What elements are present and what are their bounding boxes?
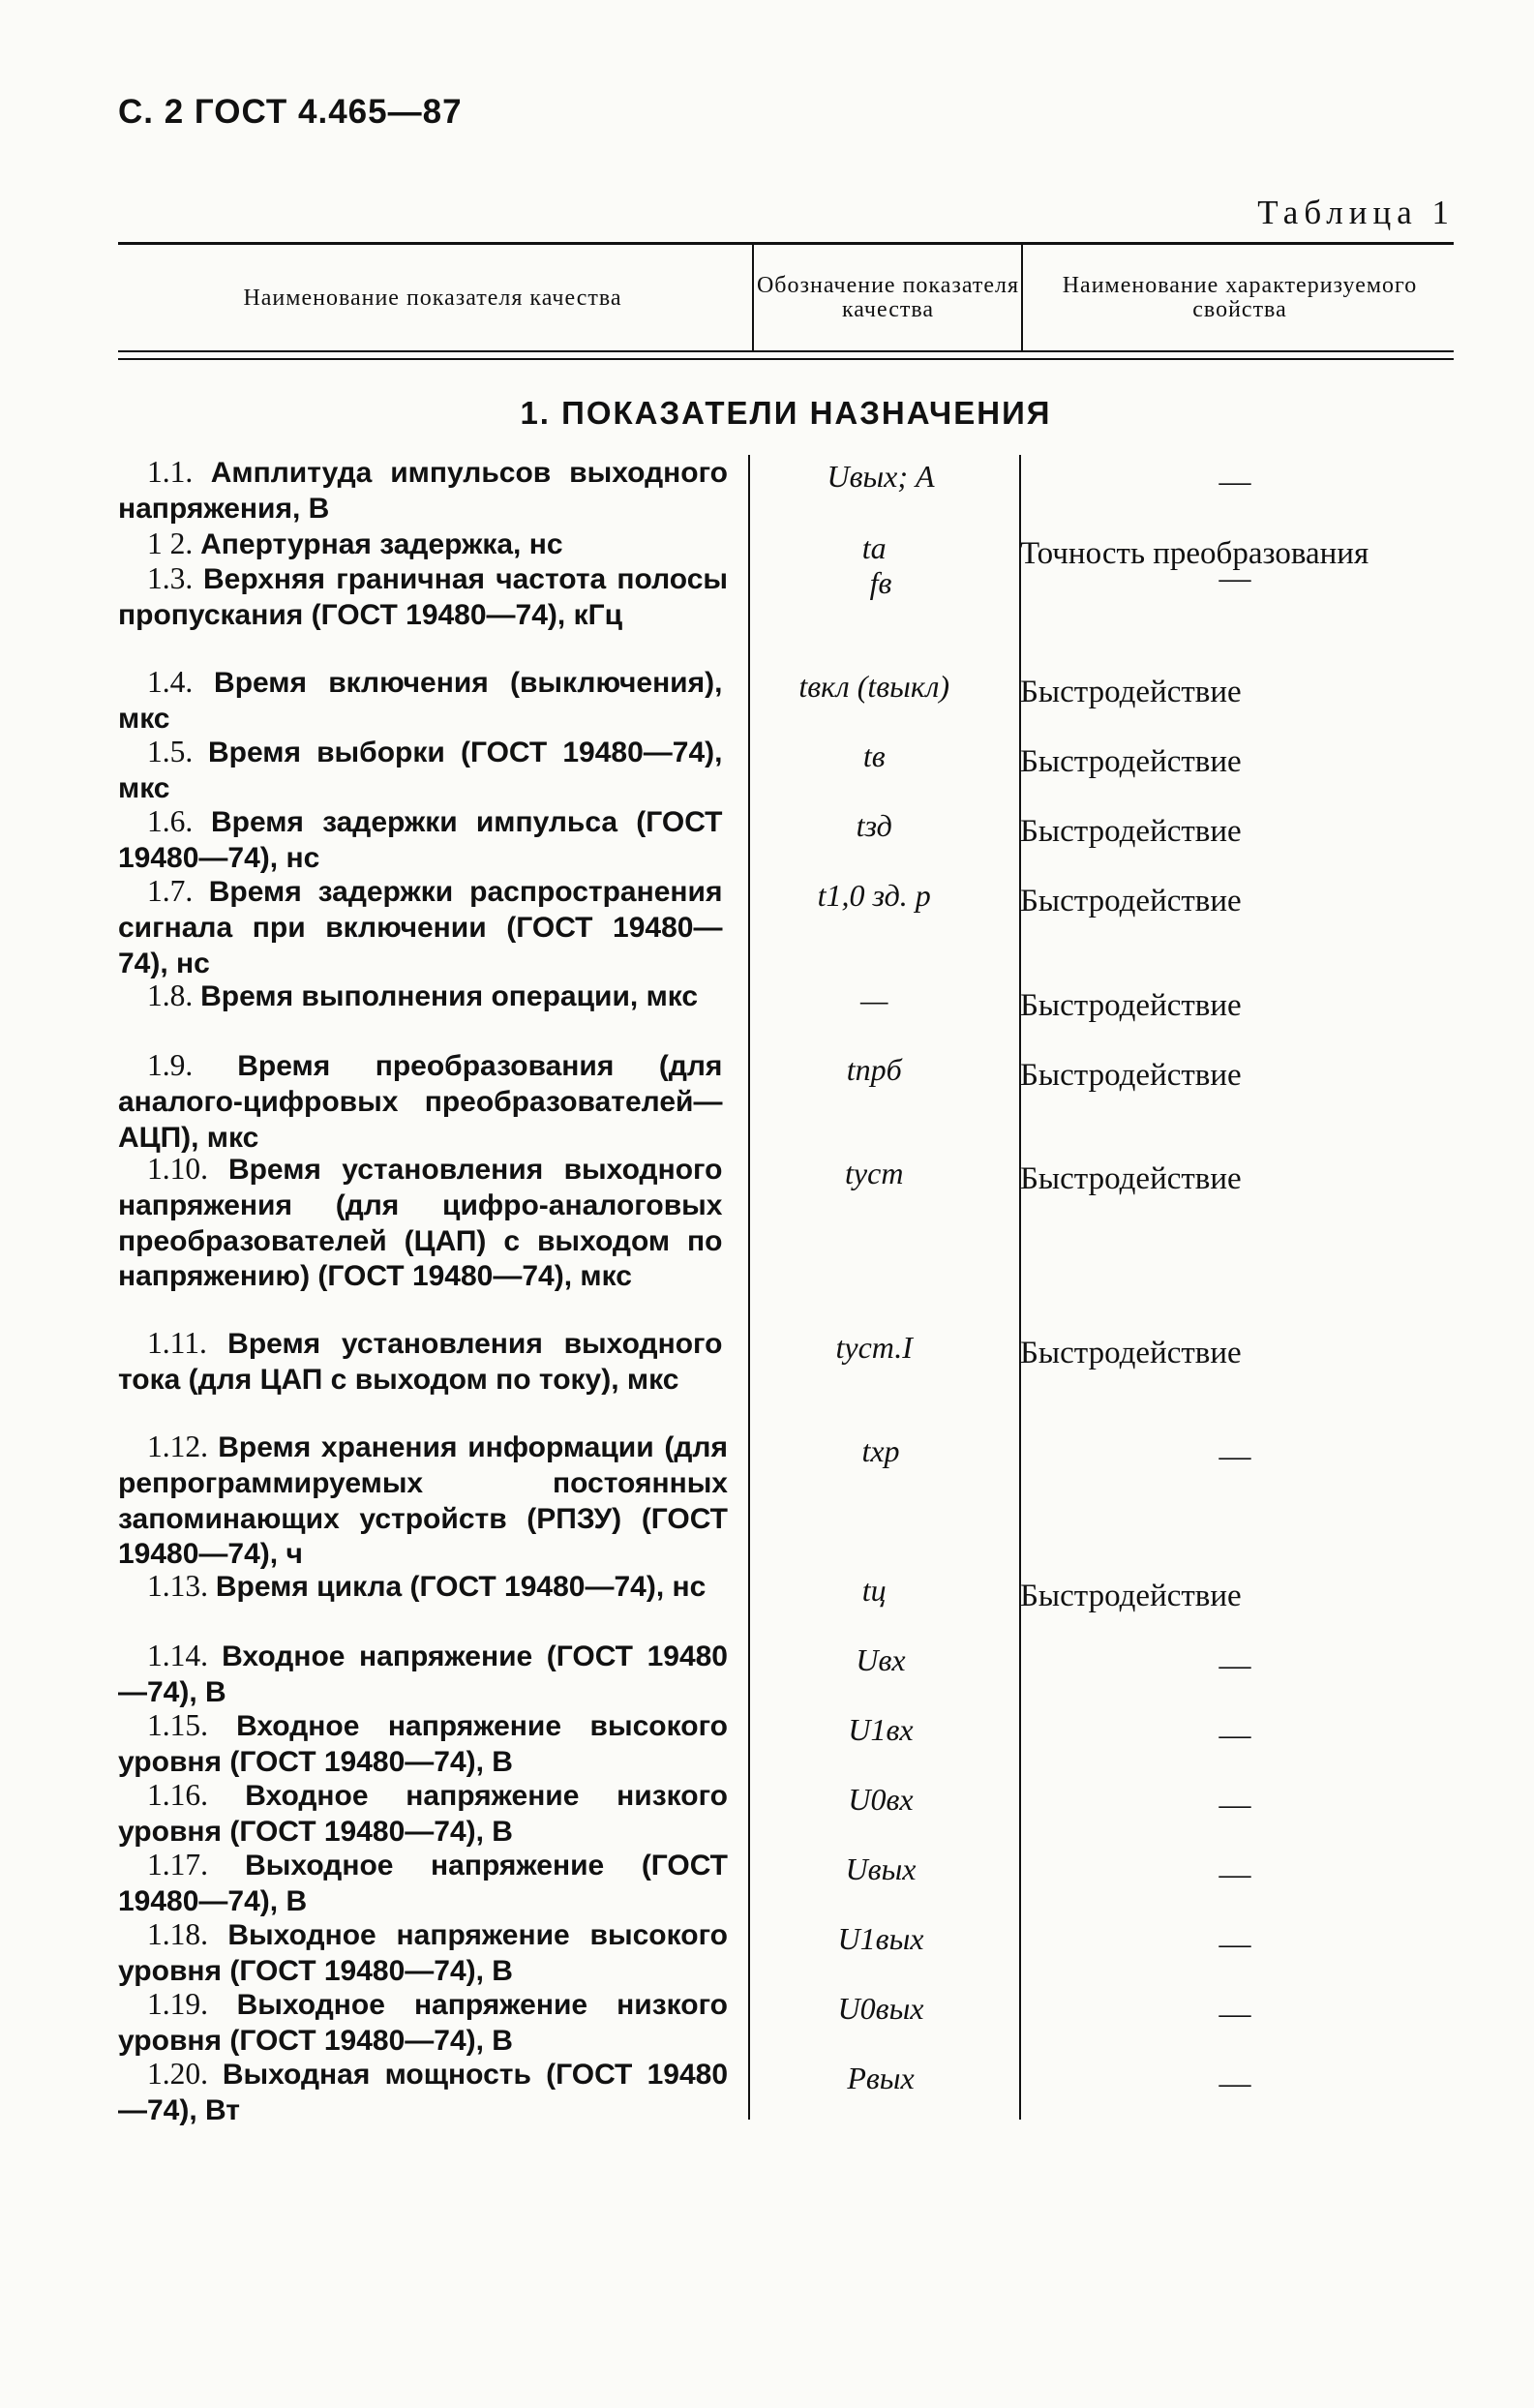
table-row [118,1778,1454,1848]
row-text: Выходная мощность (ГОСТ 19480—74), Вт [118,2059,729,2126]
row-number: 1.3. [147,561,194,595]
row-text: Время преобразования (для аналого-цифровых преобразователей—АЦП), мкс [118,1050,723,1154]
row-property: Быстродействие [1019,1161,1242,1196]
row-symbol [745,455,1016,494]
row-number: 1.4. [147,665,194,699]
row-property: — [1218,1439,1251,1474]
row-property: — [1218,1648,1251,1683]
row-symbol [739,804,1008,843]
row-text: Амплитуда импульсов выходного напряжения, В [118,457,728,525]
row-name [118,1326,739,1398]
row-symbol-text: U1вх [848,1712,914,1747]
row-number: 1.6. [147,804,194,838]
row-symbol [739,527,1008,565]
row-symbol-text: tзд [856,808,892,843]
row-property: Быстродействие [1019,988,1242,1023]
row-symbol-text: tвкл (tвыкл) [798,669,950,704]
row-number: 1.13. [147,1569,208,1603]
row-property: Быстродействие [1019,744,1242,779]
table-row [118,1639,1454,1708]
row-symbol [739,735,1008,773]
table-row [118,1569,1454,1639]
table-row [118,1430,1454,1569]
row-number: 1.14. [147,1639,208,1672]
row-property: Точность преобразования [1019,536,1369,571]
row-text: Апертурная задержка, нс [200,528,563,560]
row-name [118,1917,745,1989]
row-symbol [745,1430,1016,1468]
row-number: 1.10. [147,1152,208,1186]
row-number: 1.16. [147,1778,208,1812]
table-row [118,874,1454,978]
row-symbol-text: Uвх [856,1642,906,1677]
row-property: — [1218,465,1251,499]
row-symbol-text: U1вых [837,1921,924,1956]
row-name [118,1569,739,1605]
row-text: Время цикла (ГОСТ 19480—74), нс [215,1571,707,1603]
row-number: 1.12. [147,1430,208,1463]
row-property: Быстродействие [1019,884,1242,918]
row-name [118,561,745,633]
row-name [118,1848,745,1919]
table-row [118,527,1454,571]
row-property: — [1218,1997,1251,2032]
row-symbol-text: tпрб [846,1052,902,1087]
row-text: Выходное напряжение высокого уровня (ГОСТ 19480—74), В [118,1919,729,1987]
row-symbol [739,1569,1008,1608]
row-symbol-text: t1,0 зд. р [817,878,931,913]
table-row [118,804,1454,874]
row-symbol-text: U0вых [837,1991,924,2026]
row-name [118,2057,745,2128]
row-property: — [1218,1927,1251,1962]
row-symbol-text: tуст.I [835,1330,913,1365]
row-text: Верхняя граничная частота полосы пропускания (ГОСТ 19480—74), кГц [118,563,729,631]
row-text: Выходное напряжение (ГОСТ 19480—74), В [118,1850,729,1917]
row-symbol-text: tуст [845,1156,904,1190]
row-symbol [745,1778,1016,1817]
row-symbol [739,1152,1008,1190]
column-header-property: Наименование характеризуемого свойства [1062,273,1418,322]
row-name [118,1430,745,1572]
row-symbol-text: — [859,982,888,1017]
header-bottom-rule [118,350,1454,352]
table-row [118,1917,1454,1987]
row-number: 1.18. [147,1917,208,1951]
column-header-name: Наименование показателя качества [243,285,622,311]
table-row [118,1048,1454,1152]
table-top-rule [118,242,1454,245]
row-number: 1 2. [147,527,194,560]
row-symbol [745,1917,1016,1956]
row-symbol [739,874,1008,913]
row-symbol-text: Рвых [847,2061,915,2095]
row-name [118,978,739,1014]
row-name [118,1639,745,1710]
row-symbol-text: tв [862,738,886,773]
row-number: 1.20. [147,2057,208,2091]
row-property: — [1218,1857,1251,1892]
row-text: Время выполнения операции, мкс [200,980,699,1012]
row-property: — [1218,1788,1251,1822]
row-symbol [739,1326,1008,1365]
row-symbol-text: fв [869,565,892,600]
table-row [118,665,1454,735]
table-body [118,455,1454,2126]
row-symbol [745,2057,1016,2095]
table-row [118,735,1454,804]
row-name [118,1152,739,1294]
row-symbol [745,1987,1016,2026]
row-property: Быстродействие [1019,1579,1242,1613]
section-title: 1. ПОКАЗАТЕЛИ НАЗНАЧЕНИЯ [520,395,1052,431]
table-row [118,1848,1454,1917]
row-property: Быстродействие [1019,1336,1242,1370]
row-number: 1.11. [147,1326,207,1360]
row-text: Время хранения информации (для репрограммируемых постоянных запоминающих устройств (РПЗУ) (ГОСТ 19480—74), ч [118,1431,728,1571]
row-property: — [1218,561,1251,596]
row-name [118,1778,745,1850]
row-symbol-text: Uвых [845,1851,917,1886]
row-symbol-text: U0вх [848,1782,914,1817]
column-header-symbol: Обозначение показателя качества [756,273,1020,322]
row-symbol [745,1639,1016,1677]
row-symbol [739,978,1008,1017]
row-text: Время задержки импульса (ГОСТ 19480—74), нс [118,806,723,874]
row-name [118,527,739,562]
row-name [118,804,739,876]
row-name [118,1708,745,1780]
row-number: 1.15. [147,1708,208,1742]
row-text: Время задержки распространения сигнала при включении (ГОСТ 19480—74), нс [118,876,723,979]
row-number: 1.9. [147,1048,194,1082]
table-row [118,455,1454,527]
row-number: 1.5. [147,735,194,768]
row-number: 1.17. [147,1848,208,1881]
row-property: Быстродействие [1019,814,1242,849]
row-number: 1.1. [147,455,194,489]
row-property: — [1218,2066,1251,2101]
table-row [118,2057,1454,2126]
table-caption: Таблица 1 [1257,194,1455,231]
row-name [118,735,739,806]
row-number: 1.7. [147,874,194,908]
row-property: Быстродействие [1019,675,1242,709]
row-symbol [745,561,1016,600]
table-row [118,978,1454,1048]
row-symbol [739,1048,1008,1087]
row-text: Входное напряжение (ГОСТ 19480—74), В [118,1640,728,1708]
row-text: Время установления выходного напряжения (для цифро-аналоговых преобразователей (ЦАП) с выходом по напряжению) (ГОСТ 19480—74), мкс [118,1154,723,1293]
table-row [118,1326,1454,1430]
row-symbol [739,665,1008,704]
row-name [118,455,745,527]
row-symbol-text: tц [861,1573,887,1608]
table-row [118,1987,1454,2057]
row-name [118,1987,745,2059]
page-header: С. 2 ГОСТ 4.465—87 [118,93,463,131]
row-number: 1.19. [147,1987,208,2021]
row-name [118,1048,739,1155]
row-symbol-text: tа [861,530,887,565]
row-property: Быстродействие [1019,1058,1242,1093]
row-symbol-text: tхр [861,1433,900,1468]
row-text: Время выборки (ГОСТ 19480—74), мкс [118,737,723,804]
row-symbol [745,1708,1016,1747]
header-divider-2 [1021,244,1023,352]
row-text: Входное напряжение высокого уровня (ГОСТ 19480—74), В [118,1710,729,1778]
header-divider-1 [752,244,754,352]
row-text: Выходное напряжение низкого уровня (ГОСТ 19480—74), В [118,1989,728,2057]
row-symbol [745,1848,1016,1886]
row-name [118,665,739,737]
row-symbol-text: Uвых; A [827,459,935,494]
row-text: Время установления выходного тока (для ЦАП с выходом по току), мкс [118,1328,723,1396]
row-name [118,874,739,980]
header-bottom-rule-double [118,358,1454,360]
table-row [118,1708,1454,1778]
row-property: — [1218,1718,1251,1753]
row-text: Входное напряжение низкого уровня (ГОСТ 19480—74), В [118,1780,728,1848]
table-row [118,1152,1454,1326]
row-number: 1.8. [147,978,194,1012]
table-row [118,561,1454,665]
row-text: Время включения (выключения), мкс [118,667,723,735]
